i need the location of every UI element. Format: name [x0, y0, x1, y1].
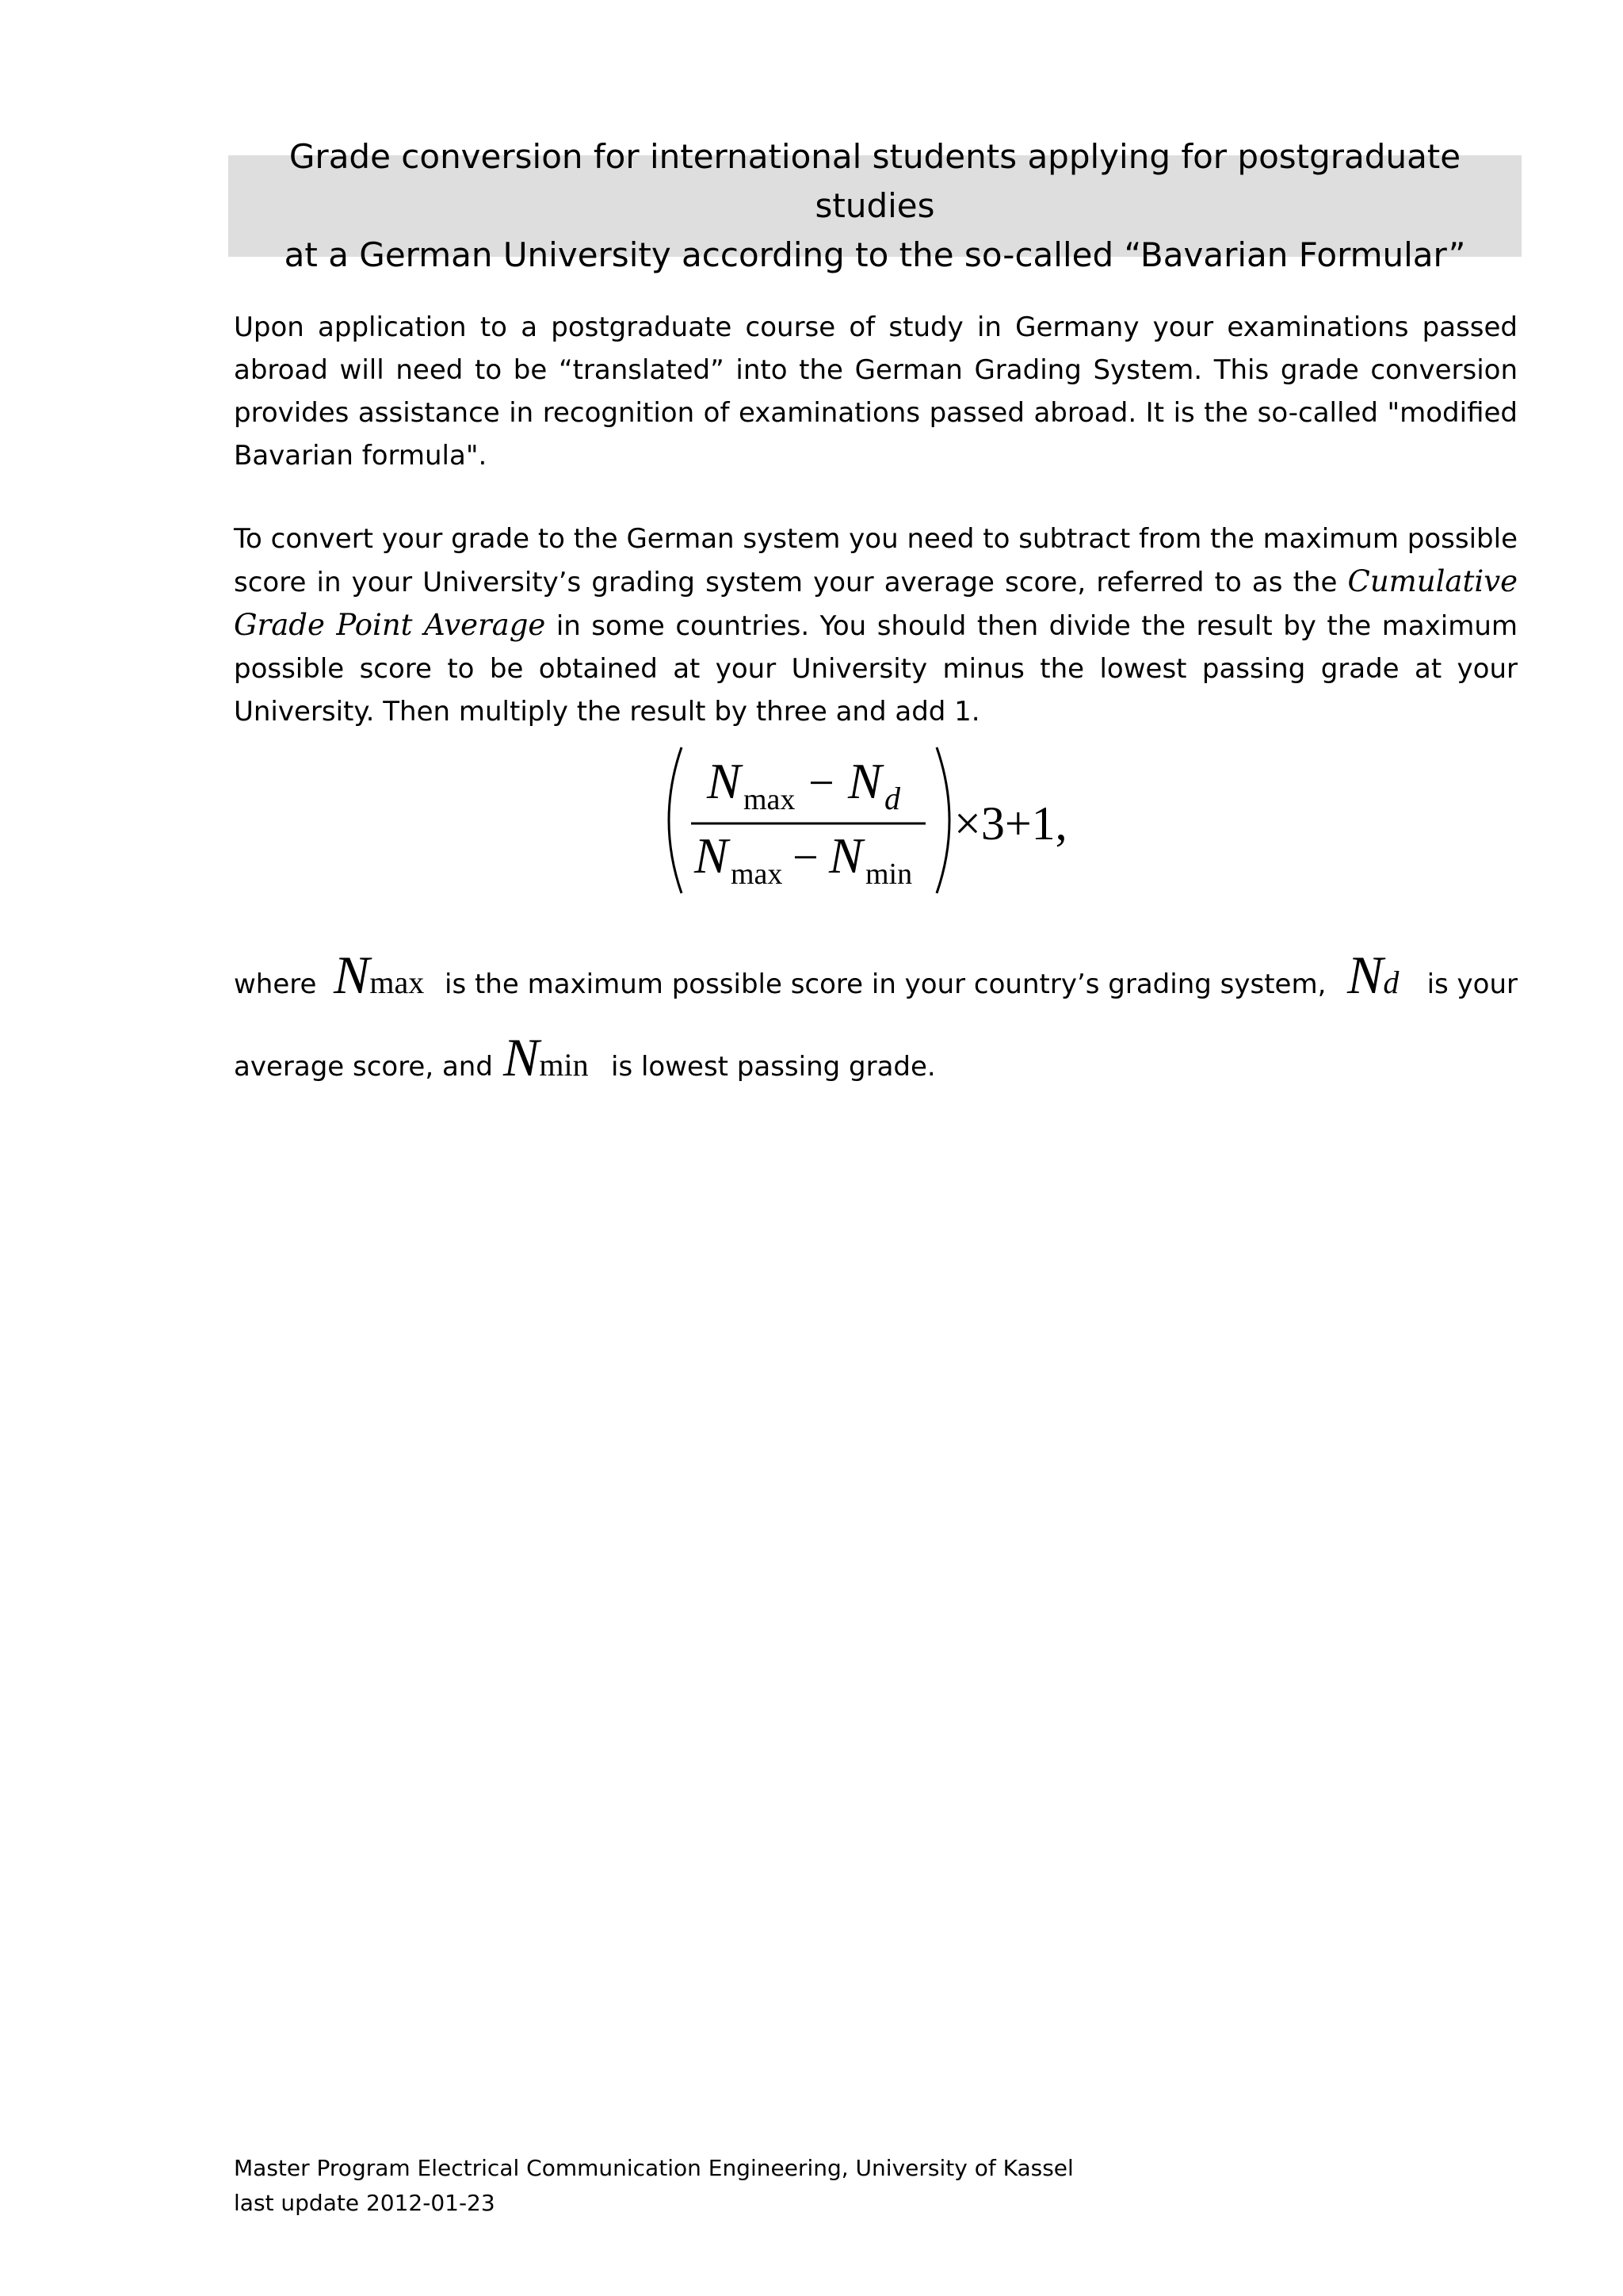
numerator-d: d	[884, 781, 900, 816]
footer-last-update: last update 2012-01-23	[234, 2190, 495, 2216]
intro-paragraph: Upon application to a postgraduate course of study in Germany your examinations passed abroad will need to be “translated” into the German Grading System. This grade conversion provides assistance in recognition of examinations passed abroad. It is the so-called "modified Bavarian formula".	[234, 311, 1518, 472]
denominator-n2: N	[829, 827, 863, 884]
numerator-n1: N	[707, 753, 741, 809]
numerator-n2: N	[848, 753, 882, 809]
denominator-n1: N	[694, 827, 728, 884]
cgpa-term: Cumulative Grade Point Average	[234, 564, 1518, 642]
definition-line-2	[234, 1027, 1518, 1087]
nmin-definition: is lowest passing grade.	[611, 1051, 936, 1083]
conversion-paragraph	[234, 518, 1518, 733]
nmin-symbol: Nmin	[503, 1027, 589, 1087]
title-box	[228, 137, 1522, 274]
nd-definition: is your	[1426, 968, 1518, 1000]
nmax-symbol: Nmax	[334, 945, 425, 1005]
footer	[234, 2151, 1074, 2221]
average-score-text: average score, and	[234, 1051, 493, 1083]
numerator-minus: −	[808, 757, 834, 808]
nd-symbol: Nd	[1347, 945, 1400, 1005]
numerator-max: max	[743, 783, 796, 816]
title-line-1: Grade conversion for international students applying for postgraduate studies	[288, 137, 1461, 225]
conversion-text-2: in some countries. You should then divide the result by the maximum possible score to be obtained at your University minus the lowest passing grade at your University. Then multiply the result by three and add 1.	[234, 610, 1518, 728]
nmax-definition: is the maximum possible score in your country’s grading system,	[445, 968, 1327, 1000]
denominator-max: max	[731, 858, 783, 891]
definition-line-1	[234, 945, 1518, 1005]
conversion-text-1: To convert your grade to the German system you need to subtract from the maximum possible score in your University’s grading system your average score, referred to as the	[234, 523, 1518, 598]
where-label: where	[234, 968, 317, 1000]
title-line-2: at a German University according to the so-called “Bavarian Formular”	[284, 235, 1466, 274]
bavarian-formula	[650, 741, 1094, 900]
right-paren	[937, 747, 949, 893]
footer-program: Master Program Electrical Communication Engineering, University of Kassel	[234, 2155, 1074, 2181]
denominator-min: min	[865, 858, 913, 891]
formula-tail: ×3+1,	[954, 797, 1067, 850]
denominator-minus: −	[792, 831, 819, 883]
left-paren	[669, 747, 682, 893]
